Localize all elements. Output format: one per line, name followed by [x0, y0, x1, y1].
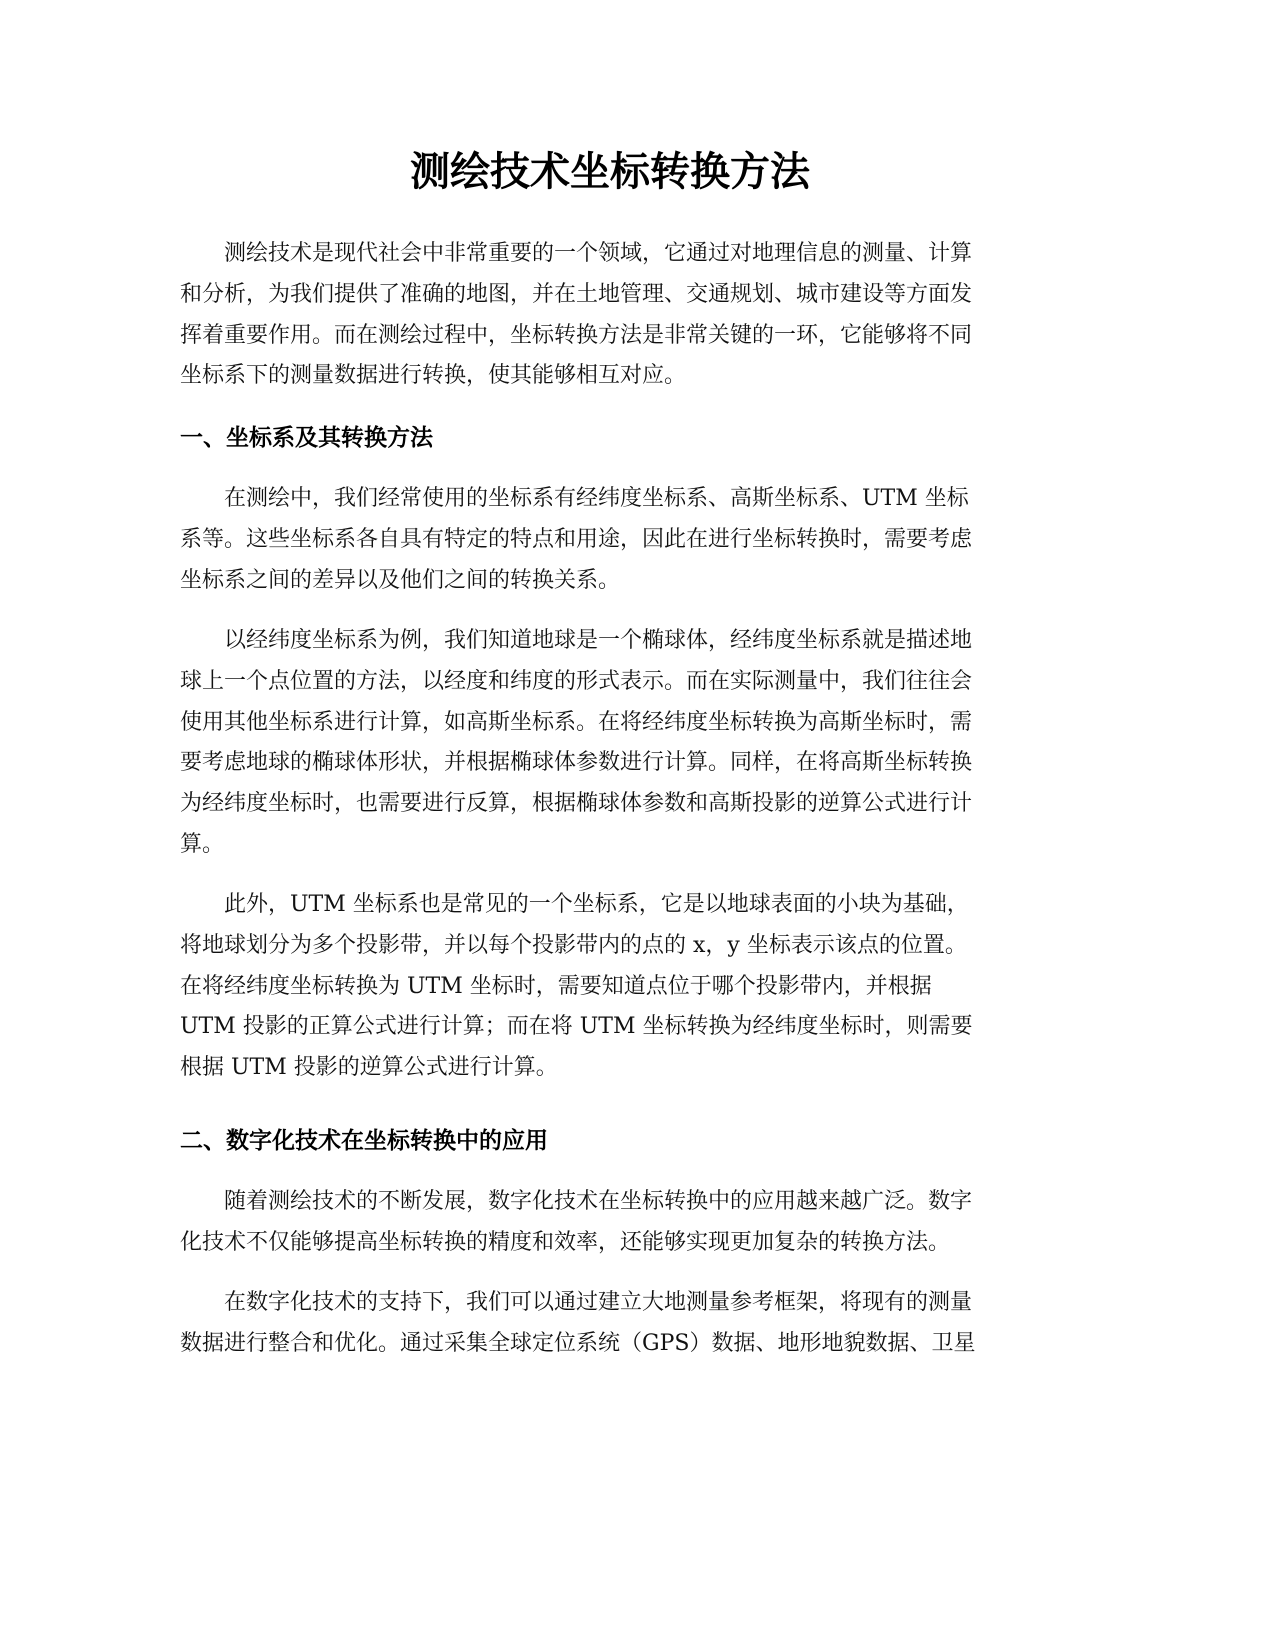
section2-paragraph-1 [180, 1182, 1040, 1264]
paragraph-line: 在测绘中，我们经常使用的坐标系有经纬度坐标系、高斯坐标系、UTM 坐标 [224, 486, 969, 511]
paragraph-line: 要考虑地球的椭球体形状，并根据椭球体参数进行计算。同样，在将高斯坐标转换 [180, 750, 973, 776]
paragraph-line: 根据 UTM 投影的逆算公式进行计算。 [180, 1055, 558, 1081]
paragraph-line: 系等。这些坐标系各自具有特定的特点和用途，因此在进行坐标转换时，需要考虑 [180, 526, 973, 552]
section-heading-2: 二、数字化技术在坐标转换中的应用 [180, 1128, 548, 1154]
section2-paragraph-2 [180, 1283, 1040, 1365]
paragraph-line: UTM 投影的正算公式进行计算；而在将 UTM 坐标转换为经纬度坐标时，则需要 [180, 1014, 973, 1040]
intro-paragraph [180, 234, 1040, 397]
paragraph-line: 随着测绘技术的不断发展，数字化技术在坐标转换中的应用越来越广泛。数字 [224, 1189, 973, 1214]
paragraph-line: 坐标系下的测量数据进行转换，使其能够相互对应。 [180, 363, 687, 389]
section1-paragraph-3 [180, 885, 1040, 1089]
paragraph-line: 为经纬度坐标时，也需要进行反算，根据椭球体参数和高斯投影的逆算公式进行计 [180, 791, 973, 817]
paragraph-line: 以经纬度坐标系为例，我们知道地球是一个椭球体，经纬度坐标系就是描述地 [224, 628, 973, 653]
section-heading-1: 一、坐标系及其转换方法 [180, 425, 433, 451]
paragraph-line: 测绘技术是现代社会中非常重要的一个领域，它通过对地理信息的测量、计算 [224, 241, 973, 266]
section1-paragraph-2 [180, 621, 1040, 866]
paragraph-line: 挥着重要作用。而在测绘过程中，坐标转换方法是非常关键的一环，它能够将不同 [180, 322, 973, 348]
paragraph-line: 此外，UTM 坐标系也是常见的一个坐标系，它是以地球表面的小块为基础， [224, 892, 969, 917]
paragraph-line: 算。 [180, 831, 225, 857]
paragraph-line: 化技术不仅能够提高坐标转换的精度和效率，还能够实现更加复杂的转换方法。 [180, 1229, 951, 1255]
paragraph-line: 数据进行整合和优化。通过采集全球定位系统（GPS）数据、地形地貌数据、卫星 [180, 1330, 976, 1356]
paragraph-line: 和分析，为我们提供了准确的地图，并在土地管理、交通规划、城市建设等方面发 [180, 281, 973, 307]
section1-paragraph-1 [180, 479, 1040, 601]
paragraph-line: 在数字化技术的支持下，我们可以通过建立大地测量参考框架，将现有的测量 [224, 1290, 973, 1315]
paragraph-line: 在将经纬度坐标转换为 UTM 坐标时，需要知道点位于哪个投影带内，并根据 [180, 973, 932, 999]
paragraph-line: 球上一个点位置的方法，以经度和纬度的形式表示。而在实际测量中，我们往往会 [180, 668, 973, 694]
paragraph-line: 坐标系之间的差异以及他们之间的转换关系。 [180, 567, 621, 593]
document-title: 测绘技术坐标转换方法 [410, 149, 810, 195]
paragraph-line: 将地球划分为多个投影带，并以每个投影带内的点的 x，y 坐标表示该点的位置。 [180, 932, 967, 958]
paragraph-line: 使用其他坐标系进行计算，如高斯坐标系。在将经纬度坐标转换为高斯坐标时，需 [180, 709, 973, 735]
